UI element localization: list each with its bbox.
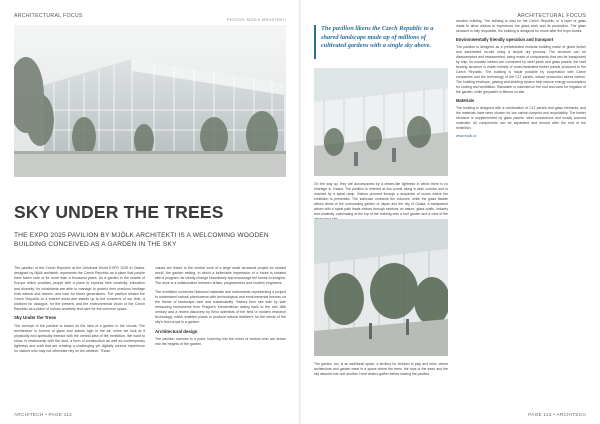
subheading: Environmentally friendly operation and transport (456, 37, 554, 42)
right-page (300, 0, 600, 424)
text-column (456, 19, 586, 139)
paragraph: The pavilion of the Czech Republic at the Universal World EXPO 2025 in Osaka, designed by Mjölk architekti, represents the Czech Republic as a place that people have taken care of for more than a thousand years. As a garden in the middle of Europe which provides people with a place to express their creativity, education and diversity. Its inhabitants are able to manage to protect their precious heritage both natural and historic, and care for future generations. The pavilion relates the Czech Republic to a shared world and stands up to the concerns of our time, a platform for dialogue, for the present, and the environmental vision of the Czech Republic as a place of human creativity and care for the common space. (14, 266, 145, 312)
pull-quote-text: The pavilion likens the Czech Republic to a shared landscape made up of millions of cultivated gardens with a single sky above. (321, 25, 434, 49)
pavilion-photo (14, 25, 286, 177)
subheading: Materials (456, 98, 475, 104)
pull-quote (320, 25, 446, 51)
body-column-3 (456, 19, 586, 142)
subheading: Architectural design (155, 328, 198, 334)
paragraph: The concept of the pavilion is based on the idea of a garden in the clouds. The architecture is formed of glass and stands high in the air, when we look at it physically and spiritually interact with the central idea of the exhibition. We want to show, in relationship with the land, a form of construction as well as contemporary lightness and craft that are creating a challenging yet digitally curious experience for visitors who may not otherwise rely on the weather. Those (14, 323, 145, 354)
interior-image (314, 68, 448, 176)
page-folio: PAGE 113 • ARCHITECH (528, 412, 586, 417)
photo-caption: The garden, too, is an additional space, a territory for children to play and relax, where architecture and garden meet in a space where the trees, the tops of the trees and the sky dissolve into one another. Here visitors gather before leaving the pavilion. (314, 362, 448, 376)
hero-photo (14, 25, 286, 177)
body-column-2 (155, 266, 286, 357)
paragraph: The exhibition combines historical materials and instruments representing a project to understand natural phenomena with technological and environmental themes on the theme of landscape care and sustainability. Visitors then see side by side measuring instruments from Prague's Klementinum dating back to the mid 18th century and a recent discovery by Brno scientists of the field of modern research technology, which enables plants to produce natural fertilizers for the whole of the city's food crops in a garden. (155, 289, 286, 325)
subheading: Sky Under the Trees (14, 315, 57, 321)
paragraph: The pavilion is designed as a prefabricated modular building made of glued timber and assembled on-site using a simple dry process. The structure can be disassembled and reassembled, being made of components that can be transported by ship. Its wooden beams are connected by steel joints and glass panels; the load bearing structure is made entirely of cross-laminated timber panels produced in the Czech Republic. The building is made possible by cooperation with Czech companies and the technology of the CLT panels, whose production stores carbon. The building envelope, glazing and shading system help reduce energy consumption for cooling and ventilation. Rainwater is collected on the roof and used for irrigation of the garden, while greywater is filtered on-site. (456, 45, 586, 95)
running-head: ARCHITECTURAL FOCUS (14, 13, 83, 19)
paragraph: wooden building. The building is clad for the Czech Republic, in a layer of glass made to allow visitors to experience the glass work and its production. The glass structure is fully recyclable, the building is designed for reuse after the expo closes. (456, 19, 586, 33)
website-link[interactable]: www.mjolk.cz (456, 134, 477, 139)
garden-photo (314, 219, 448, 356)
running-head: ARCHITECTURAL FOCUS (517, 13, 586, 19)
pull-quote-rule (314, 25, 316, 59)
body-column-1 (14, 266, 145, 357)
standfirst: THE EXPO 2025 PAVILION BY MJÖLK ARCHITEKTI IS A WELCOMING WOODEN BUILDING CONCEIVED AS A GARDEN IN THE SKY (14, 232, 269, 248)
interior-photo (314, 68, 448, 176)
photo-credit: PHOTOS: MJOLK ARCHITEKTI (227, 18, 286, 22)
garden-image (314, 219, 448, 356)
photo-caption: On the way up, they are accompanied by a dream-like lightness in which there is no shortage in Osaka. The pavilion is entered at two points along a wide corridor and is reached by a spiral ramp. Visitors proceed through a sequence of rooms where the exhibition is presented. The staircase connects the volumes, while the glass facade allows views of the surrounding garden of Japan and the city of Osaka. A transparent atrium with a spiral path leads visitors through sections on nature, glass crafts, industry and creativity, culminating at the top of the building with a roof garden and a view of the (314, 182, 448, 216)
body-columns (14, 266, 286, 357)
article-title: SKY UNDER THE TREES (14, 202, 224, 222)
paragraph: values are linked to the central work of a large scale structural project for shared world, the garden setting, in which a believable impression of a future is created with a program, as clearly change seamlessly and encourage the sense to imagine. The work is a collaboration between artists, programmers and modern engineers. (155, 266, 286, 286)
page-folio: ARCHITECH • PAGE 112 (14, 412, 72, 417)
paragraph: The pavilion narrows to a point, lowering into the tower of visitors who are drawn into the heights of the garden. (155, 336, 286, 347)
paragraph: The building is designed with a combination of CLT panels and glass elements, and the materials have been chosen for low carbon footprint and recyclability. The timber structure is supplemented by glass panels, steel connections and locally sourced materials. All components can be separated and reused after the end of the exhibition. (456, 106, 586, 131)
